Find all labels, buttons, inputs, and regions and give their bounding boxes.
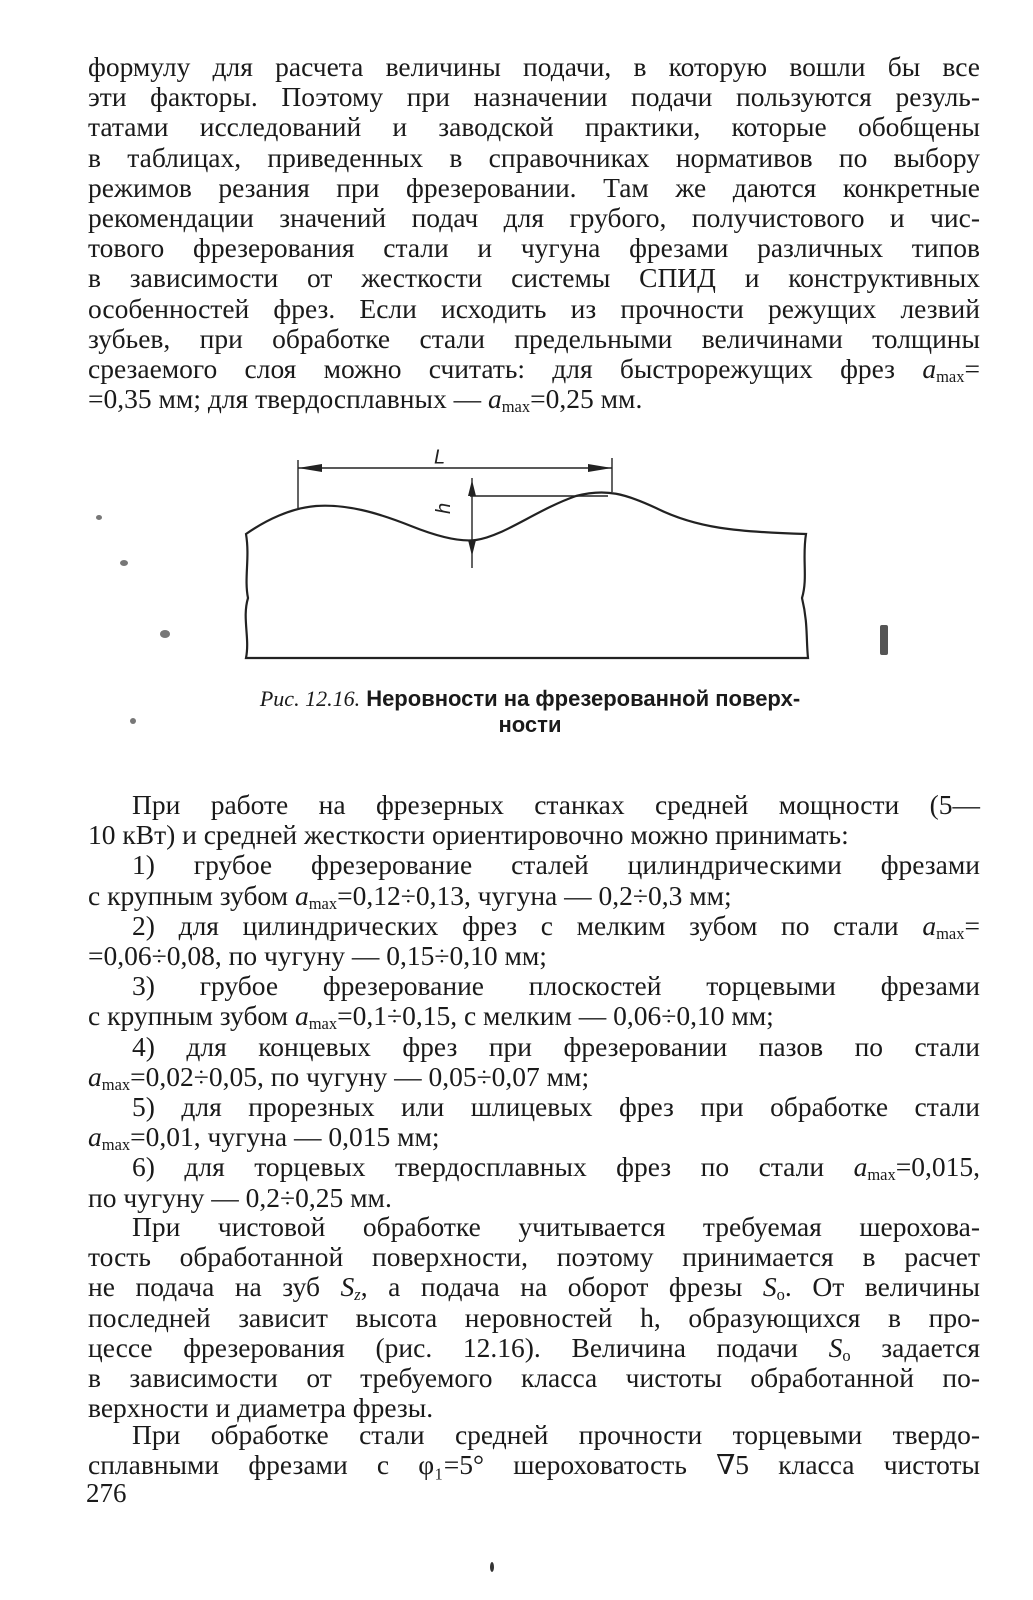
text-line: с крупным зубом $a_{max}=0,12\div 0,13$, чугуна — 0,2÷0,3 мм; xyxy=(88,879,732,913)
text-line: татами исследований и заводской практики, которые обобщены xyxy=(88,111,980,143)
text-line: $a_{max}=0,01$, чугуна — 0,015 мм; xyxy=(88,1121,440,1155)
text-line: по чугуну — 0,2÷0,25 мм. xyxy=(88,1181,392,1213)
text-line: в зависимости от требуемого класса чистоты обработанной по- xyxy=(88,1362,980,1394)
arrow-right xyxy=(588,464,612,472)
text-line: особенностей фрез. Если исходить из прочности режущих лезвий xyxy=(88,292,980,324)
text-line: При чистовой обработке учитывается требуемая шерохова- xyxy=(132,1211,980,1242)
paragraph-4 xyxy=(88,1420,980,1480)
text-line: =0,06÷0,08, по чугуну — 0,15÷0,10 мм; xyxy=(88,940,547,972)
workpiece-outline xyxy=(246,492,808,658)
text-line: формулу для расчета величины подачи, в которую вошли бы все xyxy=(88,51,980,82)
text-line: При обработке стали средней прочности торцевыми твердо- xyxy=(132,1419,980,1450)
scan-speck xyxy=(120,560,128,566)
figure-caption xyxy=(210,686,850,738)
text-line: верхности и диаметра фрезы. xyxy=(88,1392,434,1424)
text-line: режимов резания при фрезеровании. Там же даются конкретные xyxy=(88,171,980,203)
arrow-h-bottom xyxy=(468,540,476,556)
scan-speck xyxy=(160,630,170,638)
text-line: цессе фрезерования (рис. 12.16). Величина подачи $S_o$ задается xyxy=(88,1331,980,1365)
scan-speck xyxy=(490,1562,494,1572)
caption-text-cont: ности xyxy=(498,712,562,737)
text-line: 4) для концевых фрез при фрезеровании пазов по стали xyxy=(132,1030,980,1062)
page-number: 276 xyxy=(86,1478,127,1508)
text-line: зубьев, при обработке стали предельными величинами толщины xyxy=(88,322,980,354)
arrow-h-top xyxy=(468,480,476,496)
text-line: 2) для цилиндрических фрез с мелким зубом по стали $a_{max}=$ xyxy=(132,909,980,943)
scan-speck xyxy=(880,625,888,655)
text-line: с крупным зубом $a_{max}=0,1\div 0,15$, с мелким — 0,06÷0,10 мм; xyxy=(88,1000,774,1034)
arrow-left xyxy=(298,464,322,472)
caption-text: Неровности на фрезерованной поверх- xyxy=(366,686,801,711)
text-line: 10 кВт) и средней жесткости ориентировочно можно принимать: xyxy=(88,819,849,851)
scan-speck xyxy=(130,718,136,724)
text-line: не подача на зуб $S_z$, а подача на оборот фрезы $S_o$. От величины xyxy=(88,1271,980,1305)
paragraph-3 xyxy=(88,1212,980,1423)
text-line: 6) для торцевых твердосплавных фрез по стали $a_{max}=0,015$, xyxy=(132,1151,980,1185)
text-line: 1) грубое фрезерование сталей цилиндрическими фрезами xyxy=(132,849,980,881)
text-line: =0,35 мм; для твердосплавных — $a_{max}=0,25$ мм. xyxy=(88,383,643,417)
caption-label: Рис. 12.16. xyxy=(259,686,361,711)
text-line: 3) грубое фрезерование плоскостей торцевыми фрезами xyxy=(132,970,980,1002)
text-line: $a_{max}=0,02\div 0,05$, по чугуну — 0,05÷0,07 мм; xyxy=(88,1060,590,1094)
text-line: эти факторы. Поэтому при назначении подачи пользуются резуль- xyxy=(88,81,980,113)
text-line: тость обработанной поверхности, поэтому принимается в расчет xyxy=(88,1241,980,1273)
figure-milled-surface xyxy=(236,448,816,673)
scan-speck xyxy=(96,515,102,520)
text-line: срезаемого слоя можно считать: для быстрорежущих фрез $a_{max}=$ xyxy=(88,353,980,387)
label-h: h xyxy=(433,502,455,514)
text-line: сплавными фрезами с φ₁=5° шероховатость ∇5 класса чистоты xyxy=(88,1449,980,1481)
text-line: При работе на фрезерных станках средней мощности (5— xyxy=(132,789,980,820)
text-line: рекомендации значений подач для грубого, получистового и чис- xyxy=(88,202,980,234)
label-L: L xyxy=(434,448,446,469)
text-line: тового фрезерования стали и чугуна фрезами различных типов xyxy=(88,232,980,264)
text-line: 5) для прорезных или шлицевых фрез при обработке стали xyxy=(132,1091,980,1123)
text-line: последней зависит высота неровностей h, образующихся в про- xyxy=(88,1301,980,1333)
paragraph-2 xyxy=(88,790,980,1213)
text-line: в таблицах, приведенных в справочниках нормативов по выбору xyxy=(88,141,980,173)
text-line: в зависимости от жесткости системы СПИД и конструктивных xyxy=(88,262,980,294)
paragraph-1 xyxy=(88,51,980,417)
